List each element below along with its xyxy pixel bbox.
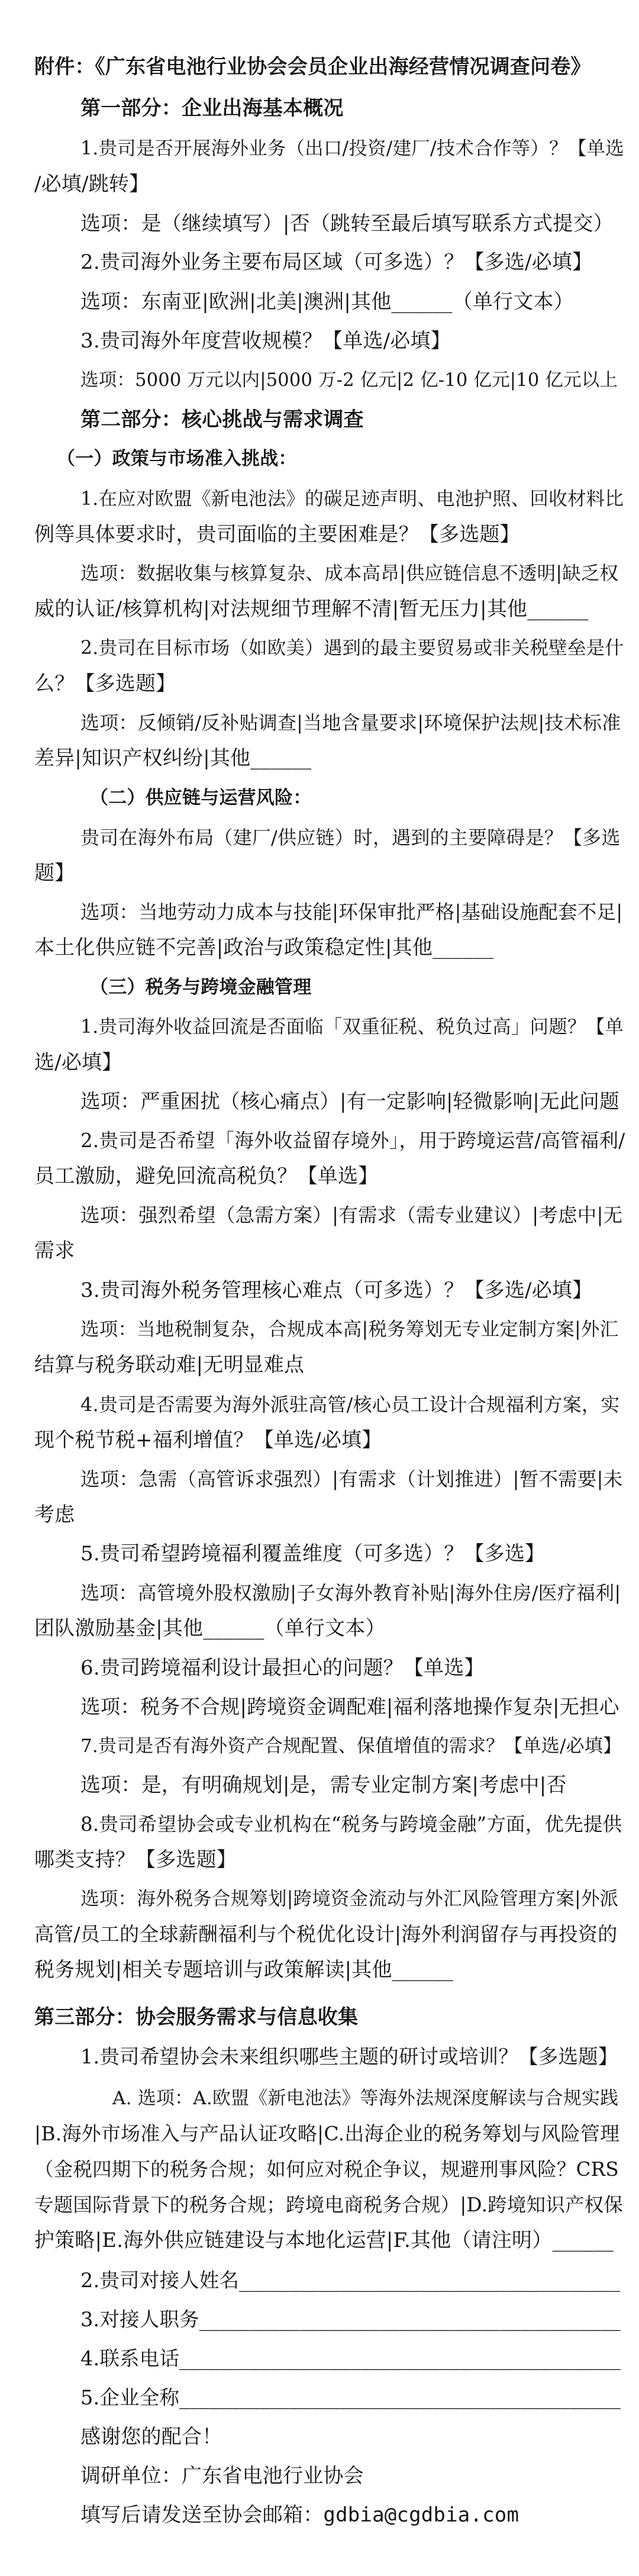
contact-phone-field: 4.联系电话____________________________________________ bbox=[80, 2347, 621, 2370]
question-text: 4.贵司是否需要为海外派驻高管/核心员工设计合规福利方案，实 bbox=[80, 1393, 620, 1416]
subsection-heading: （一）政策与市场准入挑战： bbox=[57, 448, 297, 469]
question-text: 7.贵司是否有海外资产合规配置、保值增值的需求？【单选/必填】 bbox=[80, 1735, 622, 1757]
question-text: 题】 bbox=[34, 861, 75, 885]
question-text: 1.在应对欧盟《新电池法》的碳足迹声明、电池护照、回收材料比 bbox=[80, 488, 624, 510]
subsection-heading: （三）税务与跨境金融管理 bbox=[90, 977, 312, 998]
options-text: 考虑 bbox=[34, 1503, 75, 1527]
question-text: 1.贵司海外收益回流是否面临「双重征税、税负过高」问题？【单 bbox=[80, 1016, 624, 1038]
options-text: 选项：急需（高管诉求强烈）|有需求（计划推进）|暂不需要|未 bbox=[80, 1468, 623, 1490]
question-text: 2.贵司在目标市场（如欧美）遇到的最主要贸易或非关税壁垒是什 bbox=[80, 637, 624, 659]
association-email: gdbia@cgdbia.com bbox=[323, 2503, 519, 2527]
question-text: 8.贵司希望协会或专业机构在“税务与跨境金融”方面，优先提供 bbox=[80, 1813, 622, 1836]
thanks-text: 感谢您的配合！ bbox=[80, 2425, 222, 2449]
question-text: /必填/跳转】 bbox=[34, 172, 150, 196]
options-text: 差异|知识产权纠纷|其他______ bbox=[34, 746, 312, 770]
question-text: 贵司在海外布局（建厂/供应链）时，遇到的主要障碍是？【多选 bbox=[80, 826, 621, 849]
survey-organizer: 调研单位：广东省电池行业协会 bbox=[80, 2464, 364, 2488]
submission-instruction bbox=[80, 2501, 519, 2529]
part2-heading: 第二部分：核心挑战与需求调查 bbox=[80, 408, 364, 432]
email-prefix: 填写后请发送至协会邮箱： bbox=[80, 2503, 324, 2527]
company-name-field: 5.企业全称____________________________________________ bbox=[80, 2386, 621, 2409]
question-text: 2.贵司海外业务主要布局区域（可多选）？【多选/必填】 bbox=[80, 250, 593, 274]
options-text: 专题国际背景下的税务合规；跨境电商税务合规）|D.跨境知识产权保 bbox=[34, 2194, 624, 2216]
options-text: 选项：当地劳动力成本与技能|环保审批严格|基础设施配套不足| bbox=[80, 901, 623, 923]
question-text: 员工激励，避免回流高税负？【单选】 bbox=[34, 1164, 379, 1188]
question-text: 5.贵司希望跨境福利覆盖维度（可多选）？【多选】 bbox=[80, 1542, 546, 1566]
options-text: 选项：强烈希望（急需方案）|有需求（需专业建议）|考虑中|无 bbox=[80, 1204, 623, 1226]
options-text: A. 选项：A.欧盟《新电池法》等海外法规深度解读与合规实践 bbox=[112, 2088, 619, 2109]
question-text: 哪类支持？【多选题】 bbox=[34, 1848, 237, 1872]
options-text: 选项：是（继续填写）|否（跳转至最后填写联系方式提交） bbox=[80, 212, 614, 236]
options-text: 团队激励基金|其他______（单行文本） bbox=[34, 1617, 386, 1640]
options-text: 选项：反倾销/反补贴调查|当地含量要求|环境保护法规|技术标准 bbox=[80, 711, 621, 734]
options-text: 选项：严重困扰（核心痛点）|有一定影响|轻微影响|无此问题 bbox=[80, 1090, 619, 1113]
options-text: 结算与税务联动难|无明显难点 bbox=[34, 1353, 305, 1377]
question-text: 1.贵司是否开展海外业务（出口/投资/建厂/技术合作等）？【单选 bbox=[80, 138, 624, 159]
question-text: 3.贵司海外税务管理核心难点（可多选）？【多选/必填】 bbox=[80, 1279, 593, 1302]
options-text: 税务规划|相关专题培训与政策解读|其他______ bbox=[34, 1958, 453, 1982]
options-text: 选项：是，有明确规划|是，需专业定制方案|考虑中|否 bbox=[80, 1773, 567, 1797]
options-text: 本土化供应链不完善|政治与政策稳定性|其他______ bbox=[34, 936, 494, 959]
options-text: 护策略|E.海外供应链建设与本地化运营|F.其他（请注明）______ bbox=[34, 2229, 614, 2252]
options-text: （金税四期下的税务合规；如何应对税企争议，规避刑事风险？CRS bbox=[34, 2158, 619, 2181]
options-text: 选项：当地税制复杂，合规成本高|税务筹划无专业定制方案|外汇 bbox=[80, 1319, 619, 1340]
options-text: 选项：东南亚|欧洲|北美|澳洲|其他______（单行文本） bbox=[80, 290, 574, 314]
options-text: |B.海外市场准入与产品认证攻略|C.出海企业的税务筹划与风险管理 bbox=[34, 2122, 620, 2145]
question-text: 选/必填】 bbox=[34, 1051, 122, 1074]
options-text: 威的认证/核算机构|对法规细节理解不清|暂无压力|其他______ bbox=[34, 597, 589, 621]
question-text: 例等具体要求时，贵司面临的主要困难是？【多选题】 bbox=[34, 523, 520, 546]
question-text: 1.贵司希望协会未来组织哪些主题的研讨或培训？【多选题】 bbox=[80, 2045, 618, 2068]
options-text: 选项：高管境外股权激励|子女海外教育补贴|海外住房/医疗福利| bbox=[80, 1582, 621, 1604]
contact-name-field: 2.贵司对接人姓名______________________________________ bbox=[80, 2269, 621, 2292]
question-text: 2.贵司是否希望「海外收益留存境外」，用于跨境运营/高管福利/ bbox=[80, 1129, 625, 1152]
options-text: 选项：5000 万元以内|5000 万-2 亿元|2 亿-10 亿元|10 亿元以上 bbox=[80, 370, 618, 391]
options-text: 高管/员工的全球薪酬福利与个税优化设计|海外利润留存与再投资的 bbox=[34, 1923, 618, 1946]
document-title: 附件：《广东省电池行业协会会员企业出海经营情况调查问卷》 bbox=[34, 55, 591, 79]
question-text: 3.贵司海外年度营收规模？【单选/必填】 bbox=[80, 329, 451, 353]
subsection-heading: （二）供应链与运营风险： bbox=[90, 787, 312, 809]
question-text: 么？【多选题】 bbox=[34, 672, 176, 695]
options-text: 选项：数据收集与核算复杂、成本高昂|供应链信息不透明|缺乏权 bbox=[80, 563, 619, 584]
contact-title-field: 3.对接人职务__________________________________________ bbox=[80, 2308, 621, 2331]
part1-heading: 第一部分：企业出海基本概况 bbox=[80, 96, 344, 120]
part3-heading: 第三部分：协会服务需求与信息收集 bbox=[34, 2005, 359, 2029]
options-text: 需求 bbox=[34, 1239, 75, 1263]
question-text: 现个税节税+福利增值？【单选/必填】 bbox=[34, 1428, 382, 1452]
question-text: 6.贵司跨境福利设计最担心的问题？【单选】 bbox=[80, 1656, 485, 1680]
options-text: 选项：税务不合规|跨境资金调配难|福利落地操作复杂|无担心 bbox=[80, 1695, 619, 1718]
options-text: 选项：海外税务合规筹划|跨境资金流动与外汇风险管理方案|外派 bbox=[80, 1888, 619, 1910]
